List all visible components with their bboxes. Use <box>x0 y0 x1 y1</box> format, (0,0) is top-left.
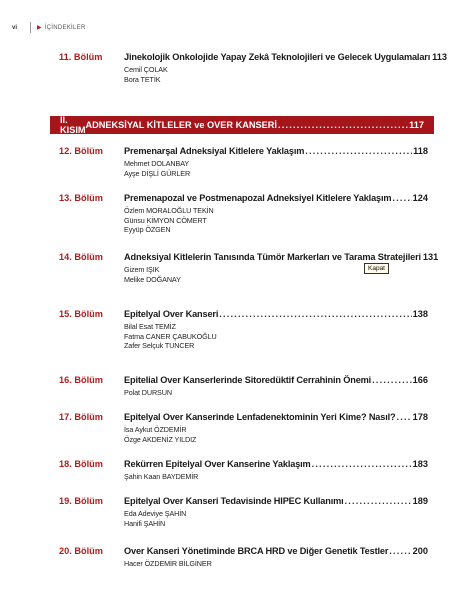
running-header <box>12 22 86 33</box>
chapter-number: 19. Bölüm <box>59 496 103 506</box>
chapter-title-row[interactable] <box>124 146 428 156</box>
chapter-title: Epitelyal Over Kanseri <box>124 309 219 319</box>
chapter-number: 15. Bölüm <box>59 309 103 319</box>
chapter-authors <box>124 322 217 351</box>
leader-dots <box>312 459 412 469</box>
triangle-bullet-icon: ▶ <box>37 25 42 31</box>
close-tooltip[interactable]: Kapat <box>364 263 389 274</box>
page-ref: 118 <box>413 146 428 156</box>
author: Özge AKDENİZ YILDIZ <box>124 434 197 444</box>
chapter-number: 16. Bölüm <box>59 375 103 385</box>
leader-dots <box>345 496 412 506</box>
author: Eda Adeviye ŞAHİN <box>124 509 187 518</box>
section-label: İÇİNDEKİLER <box>44 24 86 31</box>
page-ref: 200 <box>412 546 428 556</box>
chapter-number: 12. Bölüm <box>59 146 103 156</box>
page-ref: 178 <box>412 412 428 422</box>
author: Bora TETİK <box>124 74 161 84</box>
page-ref: 124 <box>412 193 428 203</box>
chapter-authors <box>124 65 168 84</box>
leader-dots <box>372 375 412 385</box>
chapter-number: 14. Bölüm <box>59 252 103 262</box>
chapter-title: Adneksiyal Kitlelerin Tanısında Tümör Markerları ve Tarama Stratejileri <box>124 252 421 262</box>
author: Gizem IŞIK <box>124 265 160 274</box>
author: Eyyüp ÖZGEN <box>124 225 171 235</box>
chapter-title: Jinekolojik Onkolojide Yapay Zekâ Teknolojileri ve Gelecek Uygulamaları <box>124 52 431 62</box>
chapter-title-row[interactable] <box>124 496 428 506</box>
chapter-title-row[interactable] <box>124 52 447 62</box>
page-ref: 166 <box>412 375 428 385</box>
chapter-authors <box>124 159 190 178</box>
chapter-authors <box>124 265 181 284</box>
chapter-number: 18. Bölüm <box>59 459 103 469</box>
author: Zafer Selçuk TUNCER <box>124 341 195 351</box>
page-ref: 131 <box>422 252 439 262</box>
page-ref: 189 <box>412 496 428 506</box>
author: İsa Aykut ÖZDEMİR <box>124 425 187 434</box>
chapter-title: Epitelyal Over Kanserinde Lenfadenektominin Yeri Kime? Nasıl? <box>124 412 396 422</box>
leader-dots <box>305 146 412 156</box>
chapter-title: Epitelyal Over Kanseri Tedavisinde HIPEC Kullanımı <box>124 496 344 506</box>
chapter-title: Epitelial Over Kanserlerinde Sitoredüktif Cerrahinin Önemi <box>124 375 372 385</box>
chapter-title-row[interactable] <box>124 309 428 319</box>
chapter-authors <box>124 509 186 528</box>
page-ref: 183 <box>412 459 428 469</box>
author: Melike DOĞANAY <box>124 274 181 284</box>
author: Hacer ÖZDEMİR BİLGİNER <box>124 559 212 568</box>
leader-dots <box>397 412 412 422</box>
chapter-title-row[interactable] <box>124 252 439 262</box>
chapter-title: Premenarşal Adneksiyal Kitlelere Yaklaşım <box>124 146 305 156</box>
chapter-authors <box>124 425 196 444</box>
leader-dots <box>389 546 411 556</box>
author: Günsu KİMYON CÖMERT <box>124 215 207 225</box>
leader-dots <box>219 309 411 319</box>
chapter-title-row[interactable] <box>124 412 428 422</box>
chapter-title: Rekürren Epitelyal Over Kanserine Yaklaşım <box>124 459 311 469</box>
author: Cemil ÇOLAK <box>124 65 168 74</box>
chapter-number: 11. Bölüm <box>59 52 103 62</box>
author: Polat DURSUN <box>124 388 172 397</box>
page-ref: 113 <box>432 52 447 62</box>
chapter-number: 13. Bölüm <box>59 193 103 203</box>
chapter-number: 17. Bölüm <box>59 412 103 422</box>
chapter-title-row[interactable] <box>124 375 428 385</box>
chapter-authors <box>124 472 198 482</box>
author: Fatma CANER ÇABUKOĞLU <box>124 331 217 341</box>
chapter-title-row[interactable] <box>124 459 428 469</box>
chapter-title: Over Kanseri Yönetiminde BRCA HRD ve Diğer Genetik Testler <box>124 546 389 556</box>
author: Özlem MORALOĞLU TEKİN <box>124 206 214 215</box>
leader-dots <box>392 193 411 203</box>
part-heading[interactable] <box>50 116 434 134</box>
part-title: ADNEKSİYAL KİTLELER ve OVER KANSERİ <box>85 120 277 130</box>
page-number: vi <box>12 24 18 31</box>
chapter-title-row[interactable] <box>124 546 428 556</box>
author: Mehmet DOLANBAY <box>124 159 190 168</box>
chapter-authors <box>124 206 214 235</box>
author: Ayşe DİŞLİ GÜRLER <box>124 168 191 178</box>
page-ref: 138 <box>412 309 428 319</box>
author: Bilal Esat TEMİZ <box>124 322 176 331</box>
chapter-authors <box>124 559 212 569</box>
author: Hanifi ŞAHİN <box>124 518 166 528</box>
chapter-authors <box>124 388 172 398</box>
part-number: II. KISIM <box>60 115 86 135</box>
chapter-number: 20. Bölüm <box>59 546 103 556</box>
header-divider <box>30 22 31 33</box>
leader-dots <box>278 120 408 130</box>
part-page-ref: 117 <box>409 120 424 130</box>
chapter-title-row[interactable] <box>124 193 428 203</box>
chapter-title: Premenapozal ve Postmenapozal Adneksiyel Kitlelere Yaklaşım <box>124 193 392 203</box>
author: Şahin Kaan BAYDEMİR <box>124 472 199 481</box>
